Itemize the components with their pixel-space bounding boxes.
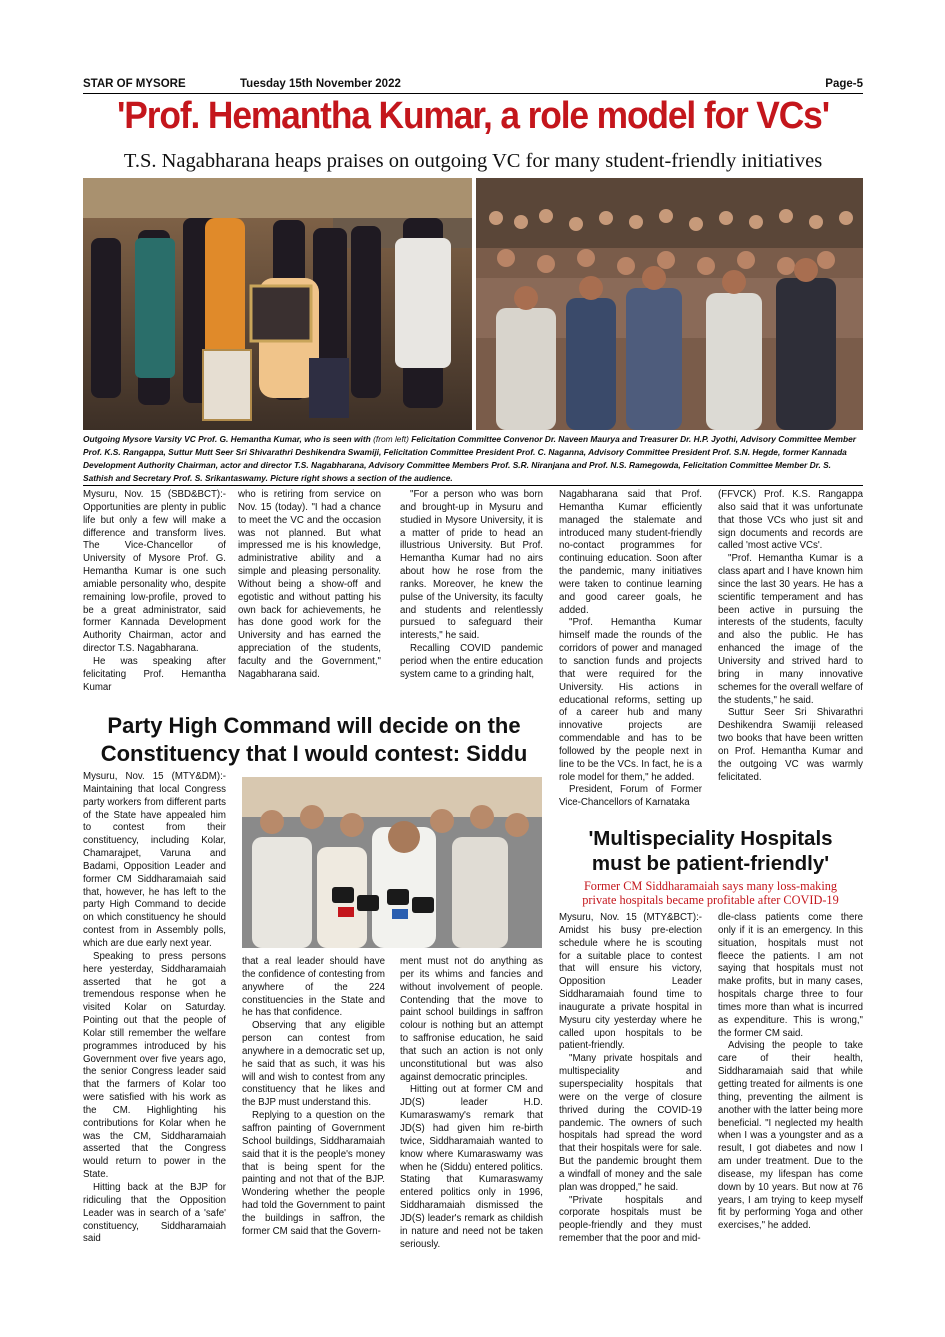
caption-rule	[83, 485, 863, 486]
lead-column-1	[83, 489, 226, 695]
paragraph: Speaking to press persons here yesterday, Siddharamaiah asserted that he got a tremendous response when he visited Kolar on Saturday. Pointing out that the people of Kolar still remember the welfare programmes introduced by his Government over five years ago, the senior Congress leader said that the farmers of Kolar too were satisfied with his work as the CM. Highlighting his contributions for Kolar when he was the CM, Siddharamaiah asserted that the Congress would return to power in the State.	[83, 950, 226, 1181]
masthead	[83, 78, 863, 94]
paragraph: "For a person who was born and brought-up in Mysuru and studied in Mysore University, it is a matter of pride to head an illustrious University. But Prof. Hemantha Kumar had no airs about how he rose from the ranks. Moreover, he knew the pulse of the University, its faculty and students and relentlessly pursued to safeguard their interests," he said.	[400, 489, 543, 642]
siddu-headline	[83, 712, 545, 768]
hospitals-headline	[558, 826, 863, 876]
paragraph: "Many private hospitals and multispeciality and superspeciality hospitals that were on the verge of closure thrived during the COVID-19 pandemic. The owners of such hospitals had spread the word that their hospitals were for sale. But the pandemic brought them a windfall of money and the sale plan was dropped," he said.	[559, 1053, 702, 1193]
paragraph: (FFVCK) Prof. K.S. Rangappa also said that it was unfortunate that those VCs who just sit and sign documents and records are called 'most active VCs'.	[718, 489, 863, 552]
hospitals-column-1	[559, 912, 702, 1246]
siddu-headline-line-1: Party High Command will decide on the	[107, 713, 521, 738]
hospitals-subheadline-line-2: private hospitals became profitable after COVID-19	[582, 893, 839, 907]
paragraph: Mysuru, Nov. 15 (SBD&BCT):- Opportunities are plenty in public life but only a few will make a difference and transform lives. The Vice-Chancellor of University of Mysore Prof. G. Hemantha Kumar is one such amiable personality who, despite remaining low-profile, proved to be a great administrator, said former Kannada Development Authority Chairman, actor and director T.S. Nagabharana.	[83, 489, 226, 655]
paragraph: Replying to a question on the saffron painting of Government School buildings, Siddharamaiah said that it is the people's money that is being spent for the painting and not that of the BJP. Wondering whether the people had told the Government to paint the buildings in saffron, the former CM said that the Govern-	[242, 1110, 385, 1237]
paragraph: Observing that any eligible person can contest from anywhere in a democratic set up, he said that as such, it was his will and wish to contest from any constituency that he likes and the BJP must understand this.	[242, 1020, 385, 1109]
paragraph: ment must not do anything as per its whims and fancies and without involvement of people. Contending that the move to paint school buildings in saffron colour is nothing but an attempt to saffronise education, he said that such an action is not only unconstitutional but was also against democratic principles.	[400, 956, 543, 1083]
hospitals-headline-line-1: 'Multispeciality Hospitals	[588, 827, 833, 850]
paragraph: President, Forum of Former Vice-Chancellors of Karnataka	[559, 784, 702, 809]
hospitals-subheadline-line-1: Former CM Siddharamaiah says many loss-making	[583, 879, 838, 893]
paragraph: "Private hospitals and corporate hospitals must be people-friendly and they must remember that the poor and mid-	[559, 1194, 702, 1245]
lead-column-4	[559, 489, 702, 810]
siddu-column-3	[400, 956, 543, 1251]
lead-deck: T.S. Nagabharana heaps praises on outgoing VC for many student-friendly initiatives	[123, 150, 823, 172]
photo-caption	[83, 433, 863, 485]
paragraph: Hitting back at the BJP for ridiculing that the Opposition Leader was in search of a 'safe' constituency, Siddharamaiah said	[83, 1182, 226, 1245]
lead-headline: 'Prof. Hemantha Kumar, a role model for VCs'	[116, 95, 829, 137]
felicitation-photo	[83, 178, 472, 430]
paragraph: who is retiring from service on Nov. 15 (today). "I had a chance to meet the VC and the occasion was not planned. But what impressed me is his knowledge, administrative ability and a simple and pleasing personality. Without being a show-off and egotistic and without patting his own back for achievements, he has done good work for the University and has earned the appreciation of the students, faculty and the Government," Nagabharana said.	[238, 489, 381, 680]
paragraph: Nagabharana said that Prof. Hemantha Kumar efficiently managed the stalemate and introduced many student-friendly no-contact programmes for continuing education. Soon after the pandemic, many initiatives were taken to continue learning and good career goals, he added.	[559, 489, 702, 616]
caption-text-2: Felicitation Committee Convenor Dr. Naveen Maurya and Treasurer Dr. H.P. Jyothi, Advisory Committee Member Prof. K.S. Rangappa, Suttur Mutt Seer Sri Shivarathri Deshikendra Swamiji, Felicitation Committee President Prof. C. Naganna, Advisory Committee President Prof. S.N. Hegde, former Kannada Development Authority Chairman, actor and director T.S. Nagabharana, Advisory Committee Members Prof. S.R. Niranjana and Prof. N.S. Ramegowda, Felicitation Committee Member Dr. S. Sathish and Secretary Prof. S. Srikantaswamy. Picture right shows a section of the audience.	[83, 434, 857, 483]
siddu-column-1	[83, 771, 226, 1246]
felicitation-photo-illustration	[83, 178, 472, 430]
lead-column-2	[238, 489, 381, 682]
hospitals-headline-line-2: must be patient-friendly'	[591, 852, 830, 875]
siddu-column-2	[242, 956, 385, 1239]
paragraph: Advising the people to take care of their health, Siddharamaiah said that while getting treated for ailments is one thing, preventing the ailment is another with the latter being more beneficial. "I neglected my health when I was a youngster and as a result, I got diabetes and now I am under treatment. Due to the disease, my lifespan has come down by 10 years. But now at 76 years, I am trying to keep myself fit by performing Yoga and other exercises," he added.	[718, 1040, 863, 1232]
paragraph: Recalling COVID pandemic period when the entire education system came to a grinding halt,	[400, 643, 543, 680]
caption-from-left: (from left)	[373, 434, 409, 444]
hospitals-subheadline	[558, 879, 863, 907]
paragraph: Suttur Seer Sri Shivarathri Deshikendra Swamiji released two books that have been written on Prof. Hemantha Kumar and the outgoing VC was warmly felicitated.	[718, 707, 863, 783]
lead-column-5	[718, 489, 863, 784]
issue-date: Tuesday 15th November 2022	[240, 78, 401, 90]
siddu-headline-line-2: Constituency that I would contest: Siddu	[100, 741, 528, 766]
paragraph: Hitting out at former CM and JD(S) leader H.D. Kumaraswamy's remark that JD(S) had given him re-birth twice, Siddharamaiah wanted to know where Kumaraswamy was when he (Siddu) entered politics. Stating that Kumaraswamy entered politics only in 1996, Siddharamaiah dismissed the JD(S) leader's remark as childish in nature and need not be taken seriously.	[400, 1084, 543, 1250]
paragraph: Mysuru, Nov. 15 (MTY&BCT):- Amidst his busy pre-election schedule where he is scouting for a suitable place to contest that will ensure his victory, Opposition Leader Siddharamaiah found time to inaugurate a private hospital in Mysuru city yesterday where he called upon hospitals to be patient-friendly.	[559, 912, 702, 1052]
siddu-press-photo	[242, 777, 542, 948]
paragraph: Mysuru, Nov. 15 (MTY&DM):- Maintaining that local Congress party workers from different parts of the State have appealed him to contest from their constituency, including Kolar, Chamarajpet, Varuna and Badami, Opposition Leader and former CM Siddharamaiah said that, however, he has left to the party High Command to decide on which constituency he should contest from in Assembly polls, which are due early next year.	[83, 771, 226, 949]
paragraph: "Prof. Hemantha Kumar himself made the rounds of the corridors of power and managed to sanction funds and projects that were required for the University. His actions in educational reforms, setting up of a career hub and many innovative projects are commendable and has to be followed by the people next in line to be the VCs. In fact, he is a role model for them," he added.	[559, 617, 702, 783]
paragraph: He was speaking after felicitating Prof. Hemantha Kumar	[83, 655, 226, 693]
paragraph: "Prof. Hemantha Kumar is a class apart and I have known him since the last 30 years. He has a scientific temperament and has been active in pursuing the interests of the students, faculty and also the public. He has enhanced the image of the University and strived hard to bring in many innovative schemes for the overall welfare of the students," he said.	[718, 553, 863, 706]
page-number: Page-5	[825, 78, 863, 90]
paper-name: STAR OF MYSORE	[83, 78, 186, 90]
audience-photo-illustration	[476, 178, 863, 430]
siddu-press-photo-illustration	[242, 777, 542, 948]
caption-text-1: Outgoing Mysore Varsity VC Prof. G. Hemantha Kumar, who is seen with	[83, 434, 374, 444]
paragraph: that a real leader should have the confidence of contesting from anywhere of the 224 constituencies in the State and he has that confidence.	[242, 956, 385, 1019]
paragraph: dle-class patients come there only if it is an emergency. In this situation, hospitals must not fleece the patients. I am not saying that hospitals must not make profits, but in many cases, hospitals charge three to four times more than what is incurred as expenditure. This is wrong," the former CM said.	[718, 912, 863, 1039]
audience-photo	[476, 178, 863, 430]
lead-column-3	[400, 489, 543, 682]
hospitals-column-2	[718, 912, 863, 1233]
masthead-rule	[83, 93, 863, 94]
